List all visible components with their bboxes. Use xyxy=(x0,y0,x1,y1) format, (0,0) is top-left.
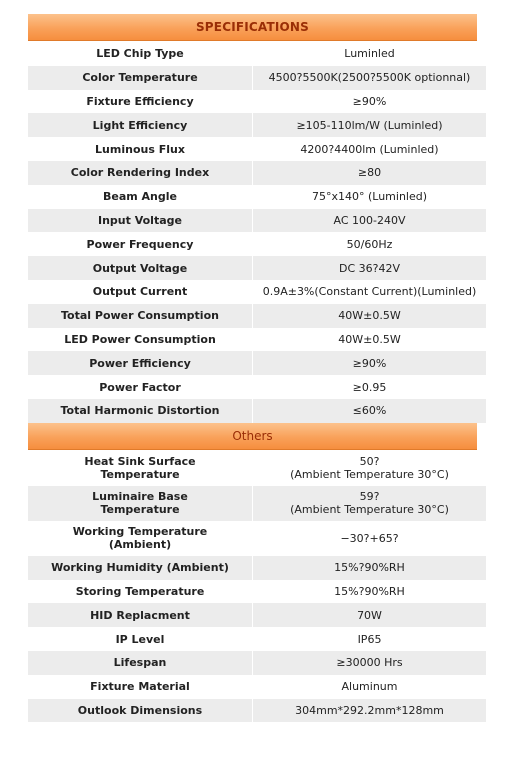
row-label-line: Temperature xyxy=(100,468,180,482)
table-row xyxy=(28,66,486,90)
row-value: Luminled xyxy=(344,47,395,61)
specifications-header: SPECIFICATIONS xyxy=(28,14,477,41)
row-value: ≥105-110lm/W (Luminled) xyxy=(253,113,487,137)
table-row xyxy=(28,399,486,423)
row-value: ≥0.95 xyxy=(352,380,387,394)
row-label: Color Temperature xyxy=(28,66,253,90)
row-label-line: Luminaire Base xyxy=(92,490,188,504)
table-row xyxy=(28,451,486,486)
row-value: 4500?5500K(2500?5500K optionnal) xyxy=(253,66,487,90)
row-value-line: 59? xyxy=(359,490,380,504)
table-row xyxy=(28,304,486,328)
table-row xyxy=(28,580,486,604)
row-label: Total Harmonic Distortion xyxy=(28,399,253,423)
row-label: Output Voltage xyxy=(28,256,253,280)
table-row xyxy=(28,185,486,209)
row-value: 50/60Hz xyxy=(346,237,393,251)
spec-sheet xyxy=(28,14,477,722)
row-value: 0.9A±3%(Constant Current)(Luminled) xyxy=(262,285,477,299)
row-value: ≤60% xyxy=(253,399,487,423)
row-label: Fixture Efficiency xyxy=(28,90,253,114)
row-value: DC 36?42V xyxy=(253,256,487,280)
table-row xyxy=(28,161,486,185)
row-value-line: −30?+65? xyxy=(340,531,399,545)
row-label: Total Power Consumption xyxy=(28,304,253,328)
row-value: ≥90% xyxy=(253,351,487,375)
table-row xyxy=(28,627,486,651)
row-value: 75°x140° (Luminled) xyxy=(311,190,428,204)
row-value-line: (Ambient Temperature 30°C) xyxy=(290,468,449,482)
row-label-line: Working Temperature xyxy=(72,525,208,539)
table-row xyxy=(28,375,486,399)
row-label: LED Power Consumption xyxy=(28,328,253,352)
table-row xyxy=(28,280,486,304)
row-label: Fixture Material xyxy=(28,675,253,699)
table-row xyxy=(28,556,486,580)
table-row xyxy=(28,651,486,675)
row-label: Power Frequency xyxy=(28,232,253,256)
row-value: ≥30000 Hrs xyxy=(253,651,487,675)
table-row xyxy=(28,256,486,280)
row-label xyxy=(28,521,253,556)
row-label: LED Chip Type xyxy=(28,42,253,66)
row-value: 304mm*292.2mm*128mm xyxy=(253,699,487,723)
table-row xyxy=(28,675,486,699)
row-label: Light Efficiency xyxy=(28,113,253,137)
table-row xyxy=(28,521,486,556)
row-label: Input Voltage xyxy=(28,209,253,233)
table-row xyxy=(28,699,486,723)
row-label: Power Efficiency xyxy=(28,351,253,375)
others-header: Others xyxy=(28,423,477,450)
row-value-line: 50? xyxy=(359,455,380,469)
others-table xyxy=(28,451,486,723)
row-label: Working Humidity (Ambient) xyxy=(28,556,253,580)
row-value: 15%?90%RH xyxy=(334,584,405,598)
row-label: HID Replacment xyxy=(28,603,253,627)
row-label: Storing Temperature xyxy=(28,580,253,604)
row-label: Color Rendering Index xyxy=(28,161,253,185)
row-label: Outlook Dimensions xyxy=(28,699,253,723)
row-label: Luminous Flux xyxy=(28,137,253,161)
row-value: AC 100-240V xyxy=(253,209,487,233)
row-value: 40W±0.5W xyxy=(253,304,487,328)
row-value: Aluminum xyxy=(341,680,398,694)
table-row xyxy=(28,113,486,137)
table-row xyxy=(28,603,486,627)
row-label: Beam Angle xyxy=(28,185,253,209)
table-row xyxy=(28,90,486,114)
row-label-line: (Ambient) xyxy=(108,538,172,552)
table-row xyxy=(28,232,486,256)
row-value: ≥80 xyxy=(253,161,487,185)
row-value xyxy=(253,521,487,556)
table-row xyxy=(28,486,486,521)
row-label xyxy=(28,451,253,486)
specifications-table xyxy=(28,42,486,423)
table-row xyxy=(28,209,486,233)
row-label: Lifespan xyxy=(28,651,253,675)
row-label: IP Level xyxy=(28,627,253,651)
row-value: 4200?4400lm (Luminled) xyxy=(300,142,439,156)
row-label-line: Temperature xyxy=(100,503,180,517)
table-row xyxy=(28,351,486,375)
row-label xyxy=(28,486,253,521)
row-value: 15%?90%RH xyxy=(253,556,487,580)
table-row xyxy=(28,42,486,66)
row-label: Output Current xyxy=(28,280,253,304)
row-value: 40W±0.5W xyxy=(338,332,401,346)
row-label: Power Factor xyxy=(28,375,253,399)
row-value xyxy=(253,486,487,521)
row-value: ≥90% xyxy=(352,94,387,108)
row-value xyxy=(253,451,487,486)
row-label-line: Heat Sink Surface xyxy=(84,455,196,469)
row-value: 70W xyxy=(253,603,487,627)
row-value-line: (Ambient Temperature 30°C) xyxy=(290,503,449,517)
table-row xyxy=(28,137,486,161)
row-value: IP65 xyxy=(357,632,382,646)
table-row xyxy=(28,328,486,352)
